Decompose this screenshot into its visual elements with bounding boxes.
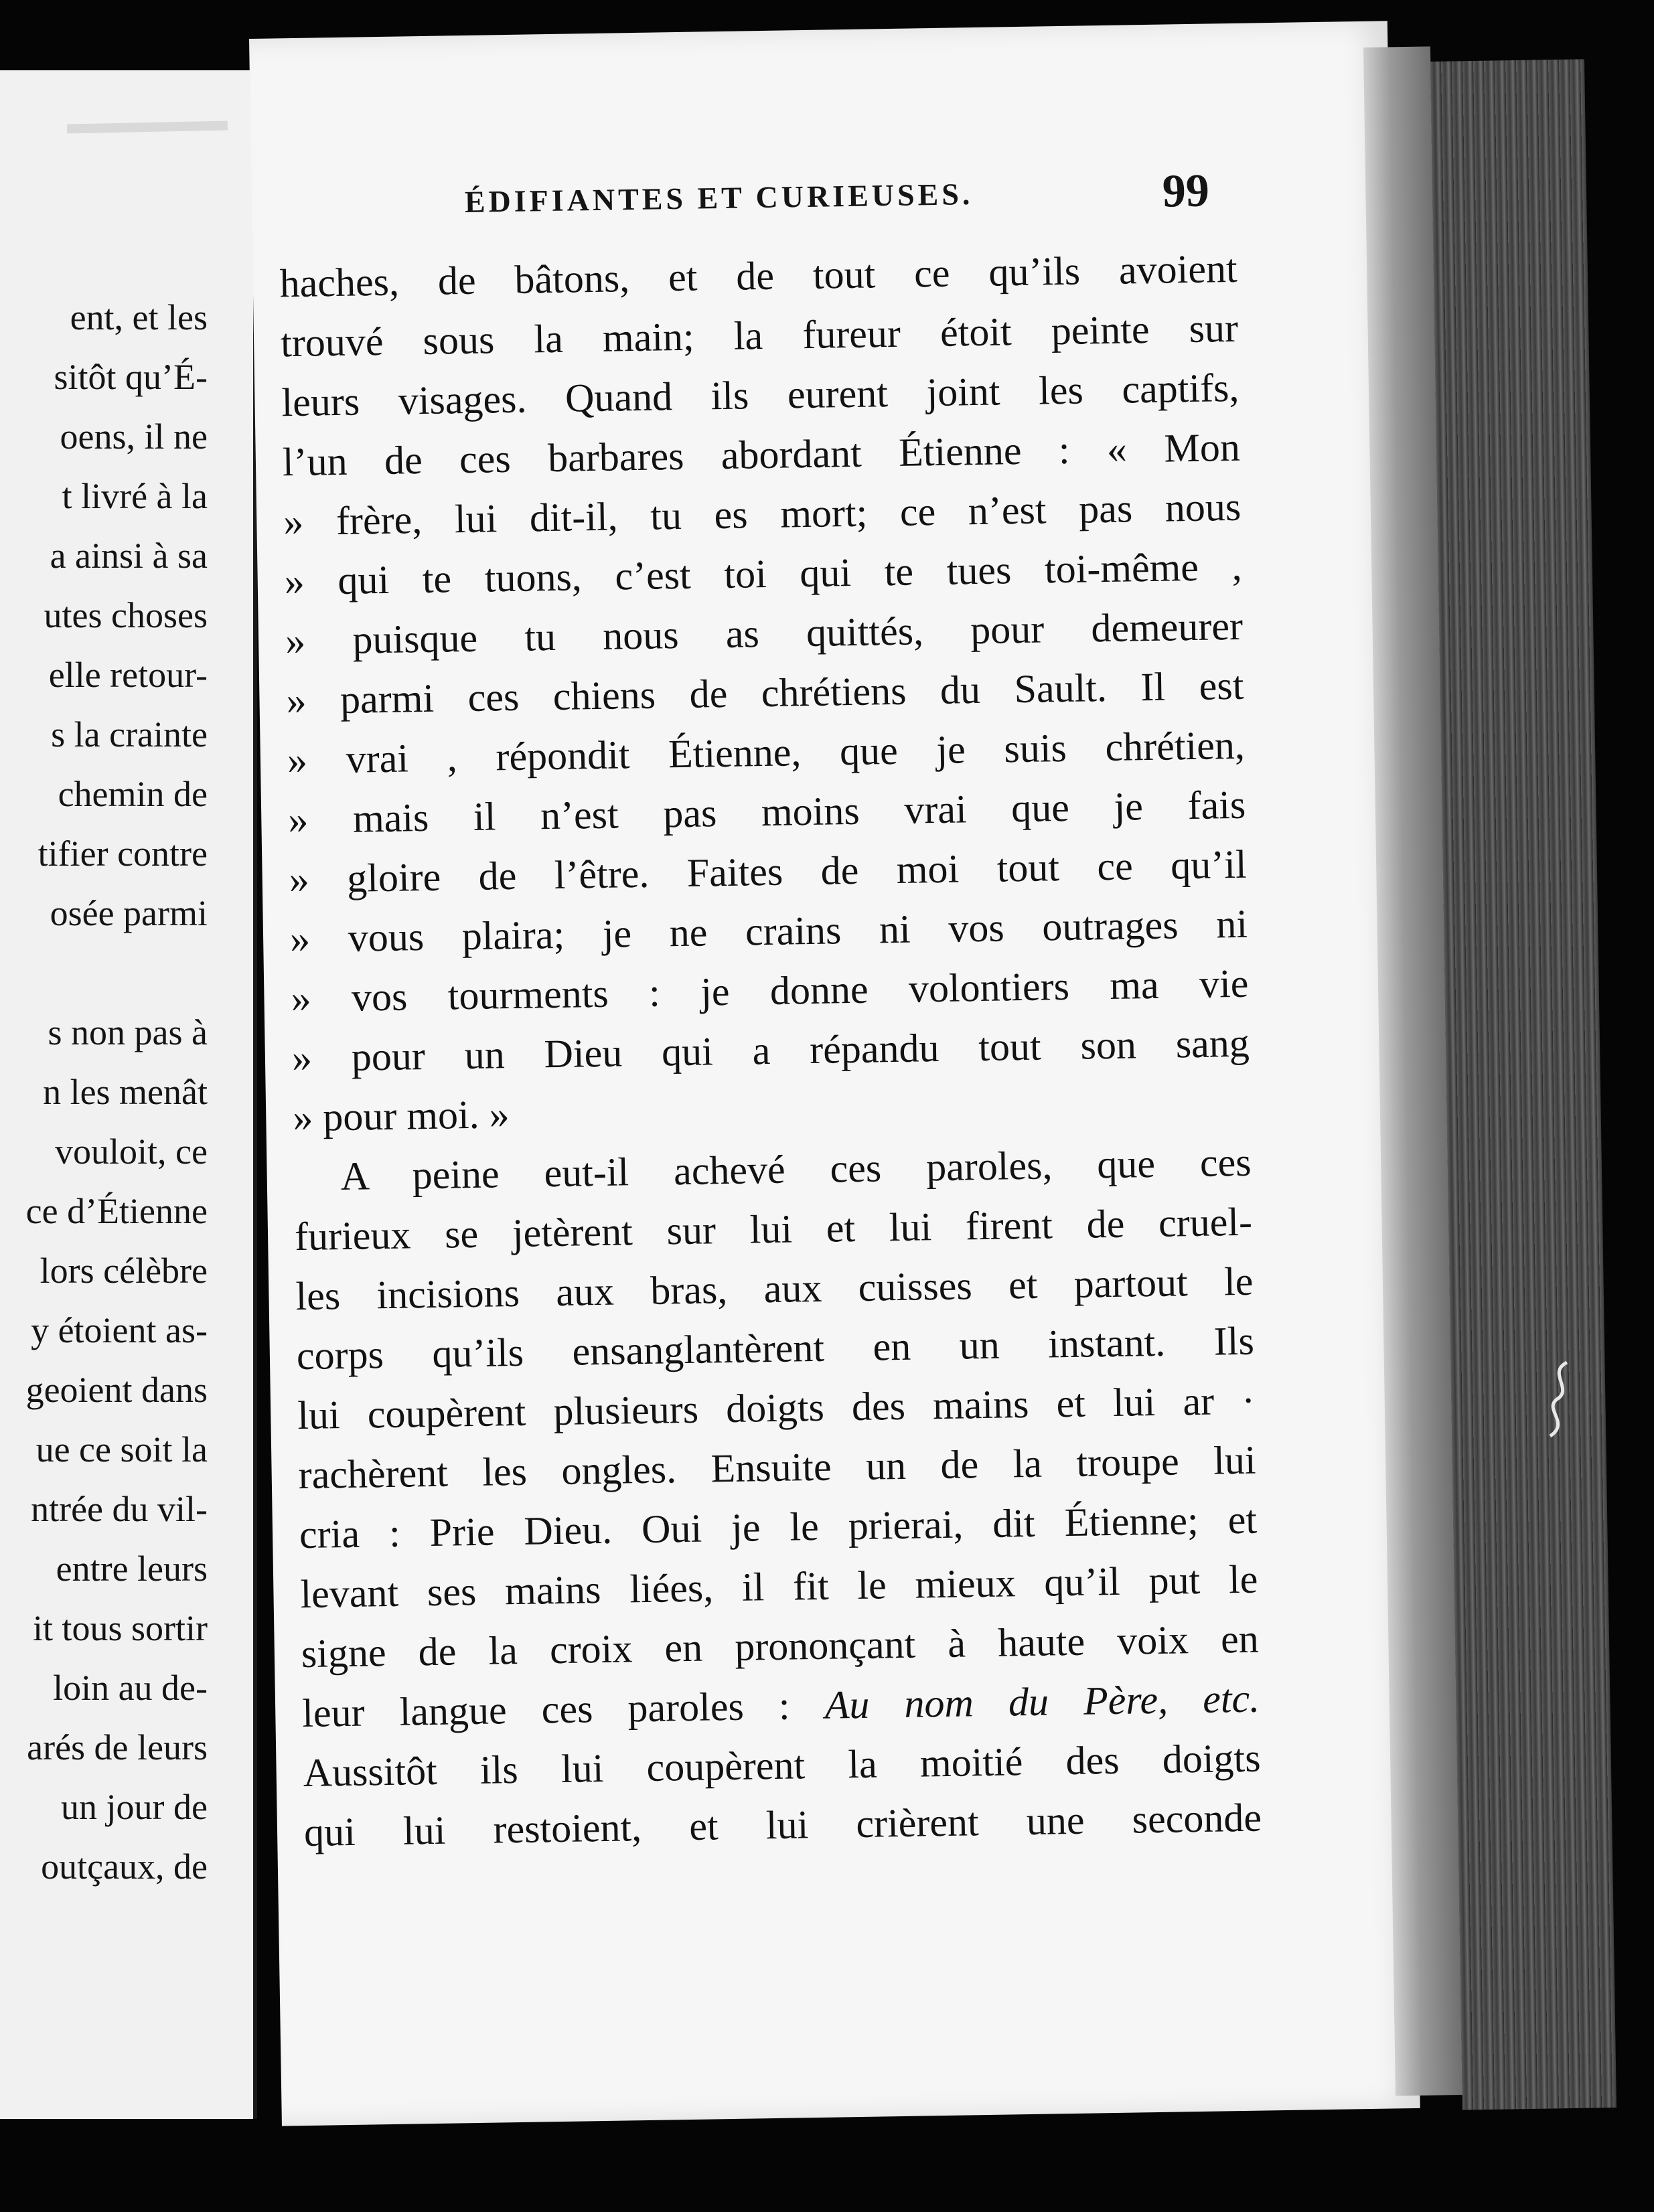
fore-edge-mark-icon xyxy=(1540,1359,1580,1439)
body-line: lui coupèrent plusieurs doigts des mains et lui ar · xyxy=(297,1378,1256,1438)
left-page-line: outçaux, de xyxy=(41,1846,208,1887)
body-line: » qui te tuons, c’est toi qui te tues toi-même , xyxy=(284,544,1243,604)
left-page-line: lors célèbre xyxy=(40,1251,208,1291)
book-fore-edge xyxy=(1430,59,1617,2110)
body-text xyxy=(279,239,1262,1863)
paragraph-first-line: A peine eut-il achevé ces paroles, que ces xyxy=(340,1139,1252,1199)
left-page-line: ent, et les xyxy=(70,297,208,337)
body-line: trouvé sous la main; la fureur étoit peinte sur xyxy=(280,305,1239,366)
body-line: haches, de bâtons, et de tout ce qu’ils avoient xyxy=(279,246,1238,306)
page-number: 99 xyxy=(1162,165,1210,218)
left-page-line: it tous sortir xyxy=(32,1608,208,1648)
body-line: levant ses mains liées, il fit le mieux qu’il put le xyxy=(299,1557,1258,1617)
left-page-line: utes choses xyxy=(44,595,208,635)
body-line-text: leur langue ces paroles : xyxy=(301,1683,791,1736)
left-page-line: y étoient as- xyxy=(31,1310,208,1350)
left-page-line: sitôt qu’É- xyxy=(54,357,208,397)
left-page-line: tifier contre xyxy=(37,834,208,874)
body-line: » parmi ces chiens de chrétiens du Sault. Il est xyxy=(286,663,1244,723)
left-page-line: entre leurs xyxy=(56,1549,208,1589)
left-page-line: n les menât xyxy=(43,1072,208,1112)
body-line: les incisions aux bras, aux cuisses et partout le xyxy=(295,1259,1254,1319)
left-page-line: a ainsi à sa xyxy=(50,536,208,576)
body-line: » vrai , répondit Étienne, que je suis chrétien, xyxy=(287,722,1246,783)
left-page-line: s la crainte xyxy=(51,714,208,755)
left-page-line: geoient dans xyxy=(25,1370,208,1410)
running-head: ÉDIFIANTES ET CURIEUSES. xyxy=(464,177,974,219)
left-page-line: elle retour- xyxy=(48,655,208,695)
body-line: » pour moi. » xyxy=(292,1092,510,1140)
left-page-line: osée parmi xyxy=(50,893,208,933)
body-line: leurs visages. Quand ils eurent joint les captifs, xyxy=(281,365,1239,425)
body-line: » pour un Dieu qui a répandu tout son sang xyxy=(291,1020,1250,1081)
body-line: furieux se jetèrent sur lui et lui firent de cruel- xyxy=(294,1199,1253,1259)
body-line: » vos tourments : je donne volontiers ma vie xyxy=(291,961,1249,1021)
left-page-line: arés de leurs xyxy=(27,1727,208,1767)
left-page-line: oens, il ne xyxy=(60,416,208,457)
right-page xyxy=(249,21,1420,2126)
left-page-line: ce d’Étienne xyxy=(25,1191,208,1231)
body-line: » gloire de l’être. Faites de moi tout ce qu’il xyxy=(289,842,1248,902)
body-line: » frère, lui dit-il, tu es mort; ce n’est pas nous xyxy=(283,484,1242,544)
left-page xyxy=(0,70,257,2119)
body-line: cria : Prie Dieu. Oui je le prierai, dit Étienne; et xyxy=(299,1497,1258,1557)
body-line: Aussitôt ils lui coupèrent la moitié des doigts xyxy=(303,1735,1262,1796)
left-page-line: chemin de xyxy=(58,774,208,814)
left-page-line: t livré à la xyxy=(62,476,208,516)
body-line: l’un de ces barbares abordant Étienne : « Mon xyxy=(282,424,1241,485)
body-line: » mais il n’est pas moins vrai que je fais xyxy=(287,782,1246,842)
left-page-line: vouloit, ce xyxy=(55,1131,208,1172)
page-tab-strip xyxy=(67,121,228,133)
body-line: rachèrent les ongles. Ensuite un de la troupe lui xyxy=(298,1437,1257,1498)
body-line: » vous plaira; je ne crains ni vos outrages ni xyxy=(289,901,1248,961)
italic-phrase: Au nom du Père, etc. xyxy=(824,1676,1260,1727)
left-page-line: ntrée du vil- xyxy=(31,1489,208,1529)
left-page-line: ue ce soit la xyxy=(35,1429,208,1470)
left-page-line: loin au de- xyxy=(53,1668,208,1708)
left-page-line: s non pas à xyxy=(48,1012,208,1052)
body-line: qui lui restoient, et lui crièrent une seconde xyxy=(303,1795,1262,1855)
body-line: » puisque tu nous as quittés, pour demeurer xyxy=(285,603,1244,663)
body-line: corps qu’ils ensanglantèrent en un instant. Ils xyxy=(296,1318,1255,1378)
left-page-line: un jour de xyxy=(61,1787,208,1827)
body-line: signe de la croix en prononçant à haute voix en xyxy=(301,1616,1260,1676)
